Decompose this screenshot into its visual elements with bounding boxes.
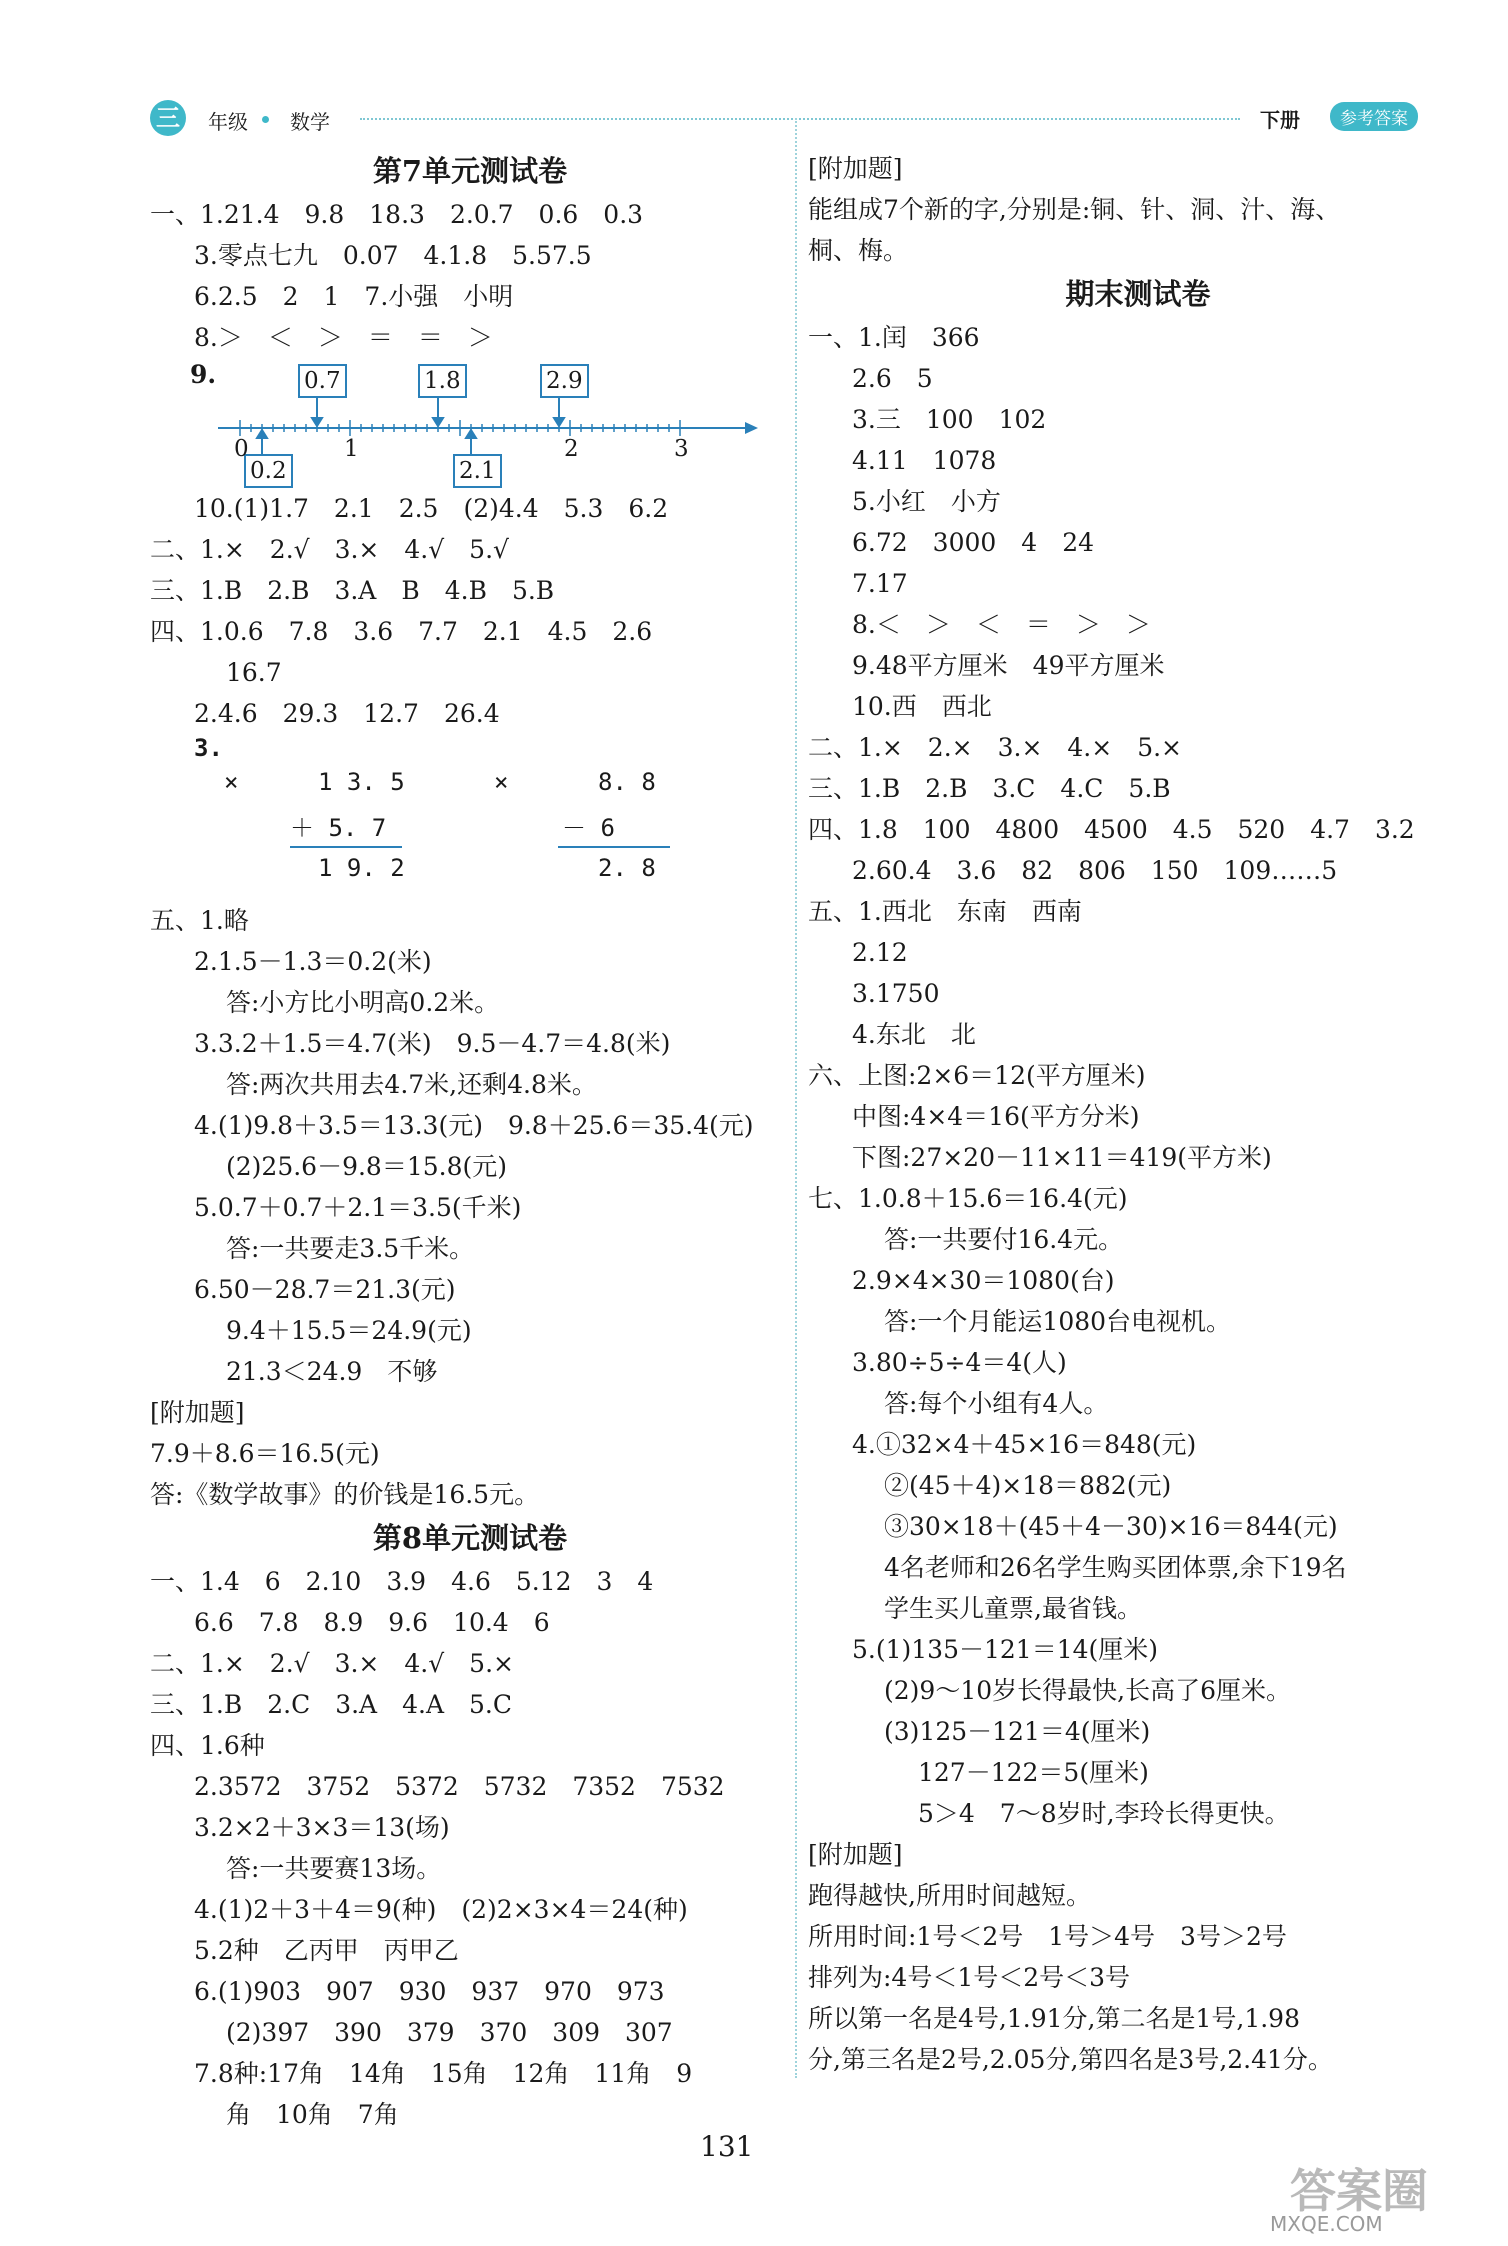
answer-line: 16.7: [226, 658, 282, 687]
answer-line: 5.0.7＋0.7＋2.1＝3.5(千米): [194, 1193, 522, 1222]
tick-label: 0: [234, 436, 249, 462]
calc-result: 2. 8: [598, 854, 656, 882]
calc-rule: [290, 846, 402, 848]
answer-line: 3.零点七九 0.07 4.1.8 5.57.5: [194, 241, 592, 270]
answer-line: 7.9＋8.6＝16.5(元): [150, 1439, 380, 1468]
answer-line: 答:小方比小明高0.2米。: [226, 988, 500, 1017]
answer-line: 所以第一名是4号,1.91分,第二名是1号,1.98: [808, 2004, 1300, 2033]
answer-line: 四、1.8 100 4800 4500 4.5 520 4.7 3.2: [808, 815, 1415, 844]
answer-box: 0.7: [298, 364, 347, 398]
answer-line: 2.60.4 3.6 82 806 150 109……5: [852, 856, 1338, 885]
answer-line: 2.3572 3752 5372 5732 7352 7532: [194, 1772, 725, 1801]
column-divider: [795, 118, 797, 2078]
answer-line: 9.4＋15.5＝24.9(元): [226, 1316, 472, 1345]
answer-line: 排列为:4号＜1号＜2号＜3号: [808, 1963, 1131, 1992]
answer-line: 3.1750: [852, 979, 940, 1008]
left-column: [150, 148, 790, 2135]
bonus-heading: [附加题]: [808, 154, 903, 183]
answer-line: 答:两次共用去4.7米,还剩4.8米。: [226, 1070, 597, 1099]
answer-line: 8.＞ ＜ ＞ ＝ ＝ ＞: [194, 323, 493, 352]
answer-line: (2)9～10岁长得最快,长高了6厘米。: [884, 1676, 1291, 1705]
answer-line: 中图:4×4＝16(平方分米): [852, 1102, 1140, 1131]
answer-line: 3.80÷5÷4＝4(人): [852, 1348, 1067, 1377]
answer-line: 答:一个月能运1080台电视机。: [884, 1307, 1232, 1336]
answer-line: 127－122＝5(厘米): [918, 1758, 1149, 1787]
answer-line: 答:一共要赛13场。: [226, 1854, 442, 1883]
bonus-heading: [附加题]: [808, 1840, 903, 1869]
answer-line: 6.50－28.7＝21.3(元): [194, 1275, 456, 1304]
answer-line: 6.(1)903 907 930 937 970 973: [194, 1977, 665, 2006]
answer-line: 一、1.21.4 9.8 18.3 2.0.7 0.6 0.3: [150, 200, 644, 229]
answer-line: 学生买儿童票,最省钱。: [884, 1594, 1142, 1623]
calc-operand: ＋ 5. 7: [290, 814, 387, 842]
number-line-answer: [150, 358, 790, 488]
answer-line: 5.小红 小方: [852, 487, 1001, 516]
answer-line: 9.48平方厘米 49平方厘米: [852, 651, 1165, 680]
answer-line: 4.(1)2＋3＋4＝9(种) (2)2×3×4＝24(种): [194, 1895, 688, 1924]
answer-line: 8.＜ ＞ ＜ ＝ ＞ ＞: [852, 610, 1151, 639]
answer-line: 7.17: [852, 569, 908, 598]
answer-line: 答:一共要付16.4元。: [884, 1225, 1124, 1254]
separator-dot: [262, 116, 269, 123]
answer-line: ②(45＋4)×18＝882(元): [884, 1471, 1172, 1500]
answer-line: 跑得越快,所用时间越短。: [808, 1881, 1091, 1910]
answer-box: 2.9: [540, 364, 589, 398]
answer-line: 能组成7个新的字,分别是:铜、针、洞、汁、海、: [808, 195, 1341, 224]
tick-label: 1: [344, 436, 359, 462]
answer-line: 四、1.6种: [150, 1731, 265, 1760]
answer-line: 五、1.西北 东南 西南: [808, 897, 1082, 926]
calc-operand: － 6: [562, 814, 615, 842]
answer-line: 3.三 100 102: [852, 405, 1047, 434]
answer-line: 三、1.B 2.B 3.A B 4.B 5.B: [150, 576, 555, 605]
answer-line: 2.6 5: [852, 364, 933, 393]
answer-line: 3.3.2＋1.5＝4.7(米) 9.5－4.7＝4.8(米): [194, 1029, 671, 1058]
subject-label: 数学: [290, 110, 330, 134]
answer-line: (2)25.6－9.8＝15.8(元): [226, 1152, 508, 1181]
answer-line: 6.2.5 2 1 7.小强 小明: [194, 282, 514, 311]
answer-line: 6.6 7.8 8.9 9.6 10.4 6: [194, 1608, 550, 1637]
answer-line: 2.12: [852, 938, 908, 967]
watermark-logo: 答案圈: [1290, 2164, 1428, 2218]
answer-line: (2)397 390 379 370 309 307: [226, 2018, 673, 2047]
vertical-calculation: [150, 734, 790, 900]
answer-line: 二、1.× 2.√ 3.× 4.√ 5.√: [150, 535, 509, 564]
answer-line: 5＞4 7～8岁时,李玲长得更快。: [918, 1799, 1290, 1828]
question-number: 3.: [194, 734, 223, 762]
unit8-title: 第8单元测试卷: [372, 1521, 568, 1555]
answer-line: 二、1.× 2.× 3.× 4.× 5.×: [808, 733, 1182, 762]
answer-line: 4.①32×4＋45×16＝848(元): [852, 1430, 1197, 1459]
answer-line: 4.(1)9.8＋3.5＝13.3(元) 9.8＋25.6＝35.4(元): [194, 1111, 754, 1140]
answer-line: 答:每个小组有4人。: [884, 1389, 1109, 1418]
page-number: 131: [700, 2130, 754, 2163]
unit7-title: 第7单元测试卷: [372, 154, 568, 188]
answer-tag: 参考答案: [1330, 102, 1418, 131]
answer-line: 七、1.0.8＋15.6＝16.4(元): [808, 1184, 1128, 1213]
volume-label: 下册: [1260, 108, 1300, 132]
answer-line: 一、1.4 6 2.10 3.9 4.6 5.12 3 4: [150, 1567, 654, 1596]
answer-line: (3)125－121＝4(厘米): [884, 1717, 1151, 1746]
calc-operand: 8. 8: [598, 768, 656, 796]
answer-line: 5.2种 乙丙甲 丙甲乙: [194, 1936, 459, 1965]
question-number: 9.: [190, 360, 217, 389]
header-divider: [360, 118, 1240, 120]
answer-line: 10.西 西北: [852, 692, 992, 721]
answer-line: 2.9×4×30＝1080(台): [852, 1266, 1115, 1295]
answer-line: 角 10角 7角: [226, 2100, 399, 2129]
answer-line: 三、1.B 2.B 3.C 4.C 5.B: [808, 774, 1171, 803]
answer-line: 分,第三名是2号,2.05分,第四名是3号,2.41分。: [808, 2045, 1333, 2074]
answer-line: 下图:27×20－11×11＝419(平方米): [852, 1143, 1272, 1172]
answer-line: 4.11 1078: [852, 446, 997, 475]
grade-label: 年级: [208, 110, 248, 134]
answer-line: 2.1.5－1.3＝0.2(米): [194, 947, 432, 976]
answer-line: 一、1.闰 366: [808, 323, 980, 352]
right-column: [808, 148, 1468, 2080]
final-exam-title: 期末测试卷: [1065, 277, 1211, 311]
answer-line: ③30×18＋(45＋4－30)×16＝844(元): [884, 1512, 1338, 1541]
answer-box: 2.1: [453, 454, 502, 488]
grade-badge: 三: [150, 100, 186, 136]
answer-line: 四、1.0.6 7.8 3.6 7.7 2.1 4.5 2.6: [150, 617, 653, 646]
watermark-url: MXQE.COM: [1270, 2212, 1383, 2236]
answer-box: 0.2: [244, 454, 293, 488]
answer-line: 所用时间:1号＜2号 1号＞4号 3号＞2号: [808, 1922, 1287, 1951]
answer-line: 桐、梅。: [808, 236, 909, 265]
tick-label: 3: [674, 436, 689, 462]
answer-line: 五、1.略: [150, 906, 249, 935]
answer-line: 答:一共要走3.5千米。: [226, 1234, 475, 1263]
bonus-heading: [附加题]: [150, 1398, 245, 1427]
answer-line: 2.4.6 29.3 12.7 26.4: [194, 699, 500, 728]
answer-line: 4名老师和26名学生购买团体票,余下19名: [884, 1553, 1347, 1582]
answer-line: 4.东北 北: [852, 1020, 976, 1049]
tick-label: 2: [564, 436, 579, 462]
answer-line: 21.3＜24.9 不够: [226, 1357, 438, 1386]
answer-line: 二、1.× 2.√ 3.× 4.√ 5.×: [150, 1649, 514, 1678]
answer-box: 1.8: [418, 364, 467, 398]
answer-line: 答:《数学故事》的价钱是16.5元。: [150, 1480, 540, 1509]
wrong-mark: ×: [224, 768, 239, 796]
wrong-mark: ×: [494, 768, 509, 796]
answer-line: 6.72 3000 4 24: [852, 528, 1095, 557]
calc-operand: 1 3. 5: [318, 768, 405, 796]
answer-line: 7.8种:17角 14角 15角 12角 11角 9: [194, 2059, 693, 2088]
answer-line: 六、上图:2×6＝12(平方厘米): [808, 1061, 1146, 1090]
answer-line: 3.2×2＋3×3＝13(场): [194, 1813, 450, 1842]
answer-line: 三、1.B 2.C 3.A 4.A 5.C: [150, 1690, 513, 1719]
calc-result: 1 9. 2: [318, 854, 405, 882]
answer-line: 10.(1)1.7 2.1 2.5 (2)4.4 5.3 6.2: [194, 494, 669, 523]
calc-rule: [558, 846, 670, 848]
answer-line: 5.(1)135－121＝14(厘米): [852, 1635, 1159, 1664]
